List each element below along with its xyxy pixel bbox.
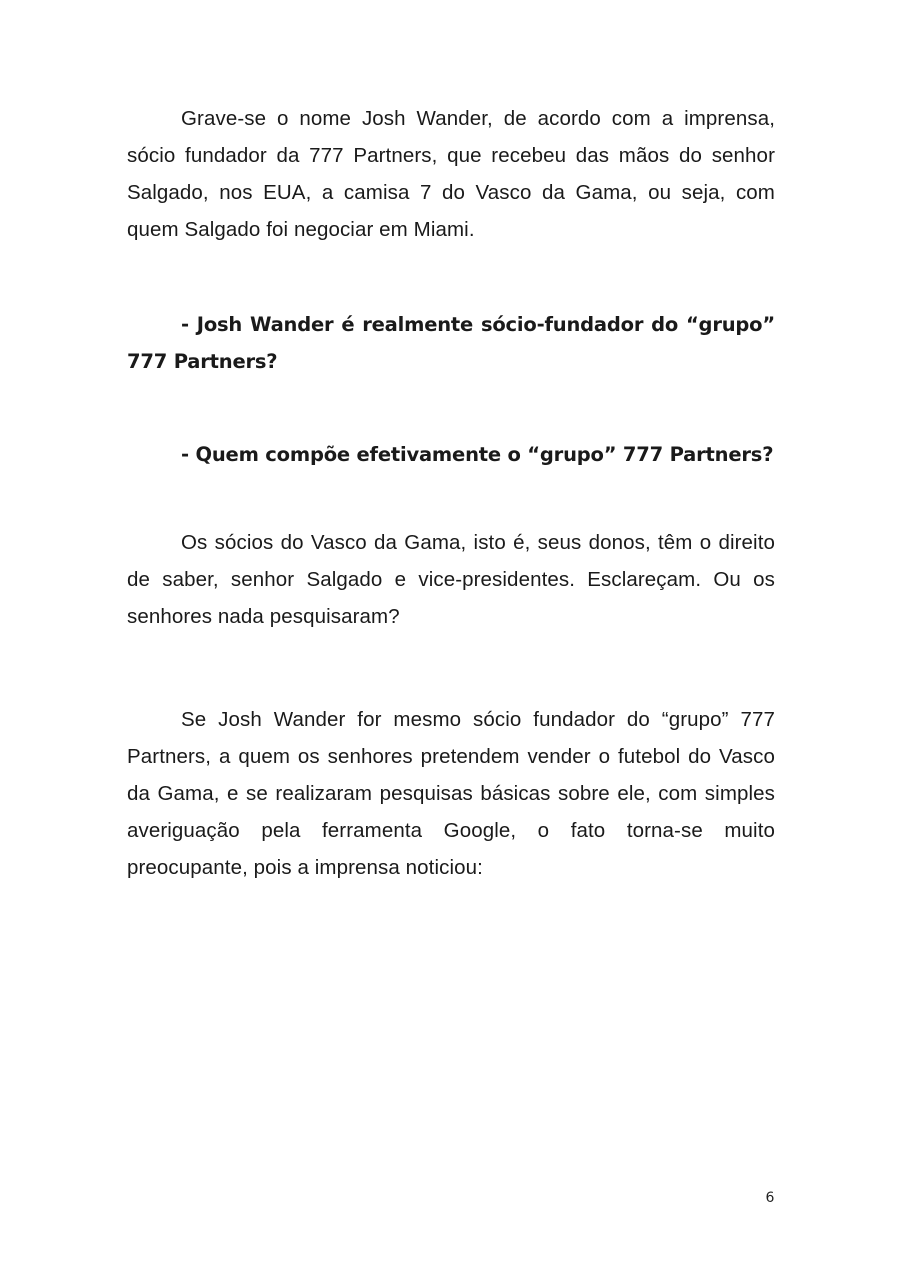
body-paragraph: Os sócios do Vasco da Gama, isto é, seus donos, têm o direito de saber, senhor Salgado e vice-presidentes. Esclareçam. Ou os senhores nada pesquisaram? bbox=[127, 531, 775, 628]
question-heading: - Quem compõe efetivamente o “grupo” 777 Partners? bbox=[181, 443, 774, 466]
question-heading: - Josh Wander é realmente sócio-fundador do “grupo” 777 Partners? bbox=[127, 313, 775, 373]
page-number: 6 bbox=[765, 1190, 775, 1206]
body-paragraph: Se Josh Wander for mesmo sócio fundador do “grupo” 777 Partners, a quem os senhores pretendem vender o futebol do Vasco da Gama, e se realizaram pesquisas básicas sobre ele, com simples averiguação pela ferramenta Google, o fato torna-se muito preocupante, pois a imprensa noticiou: bbox=[127, 708, 775, 879]
body-paragraph: Grave-se o nome Josh Wander, de acordo com a imprensa, sócio fundador da 777 Partners, que recebeu das mãos do senhor Salgado, nos EUA, a camisa 7 do Vasco da Gama, ou seja, com quem Salgado foi negociar em Miami. bbox=[127, 107, 775, 241]
